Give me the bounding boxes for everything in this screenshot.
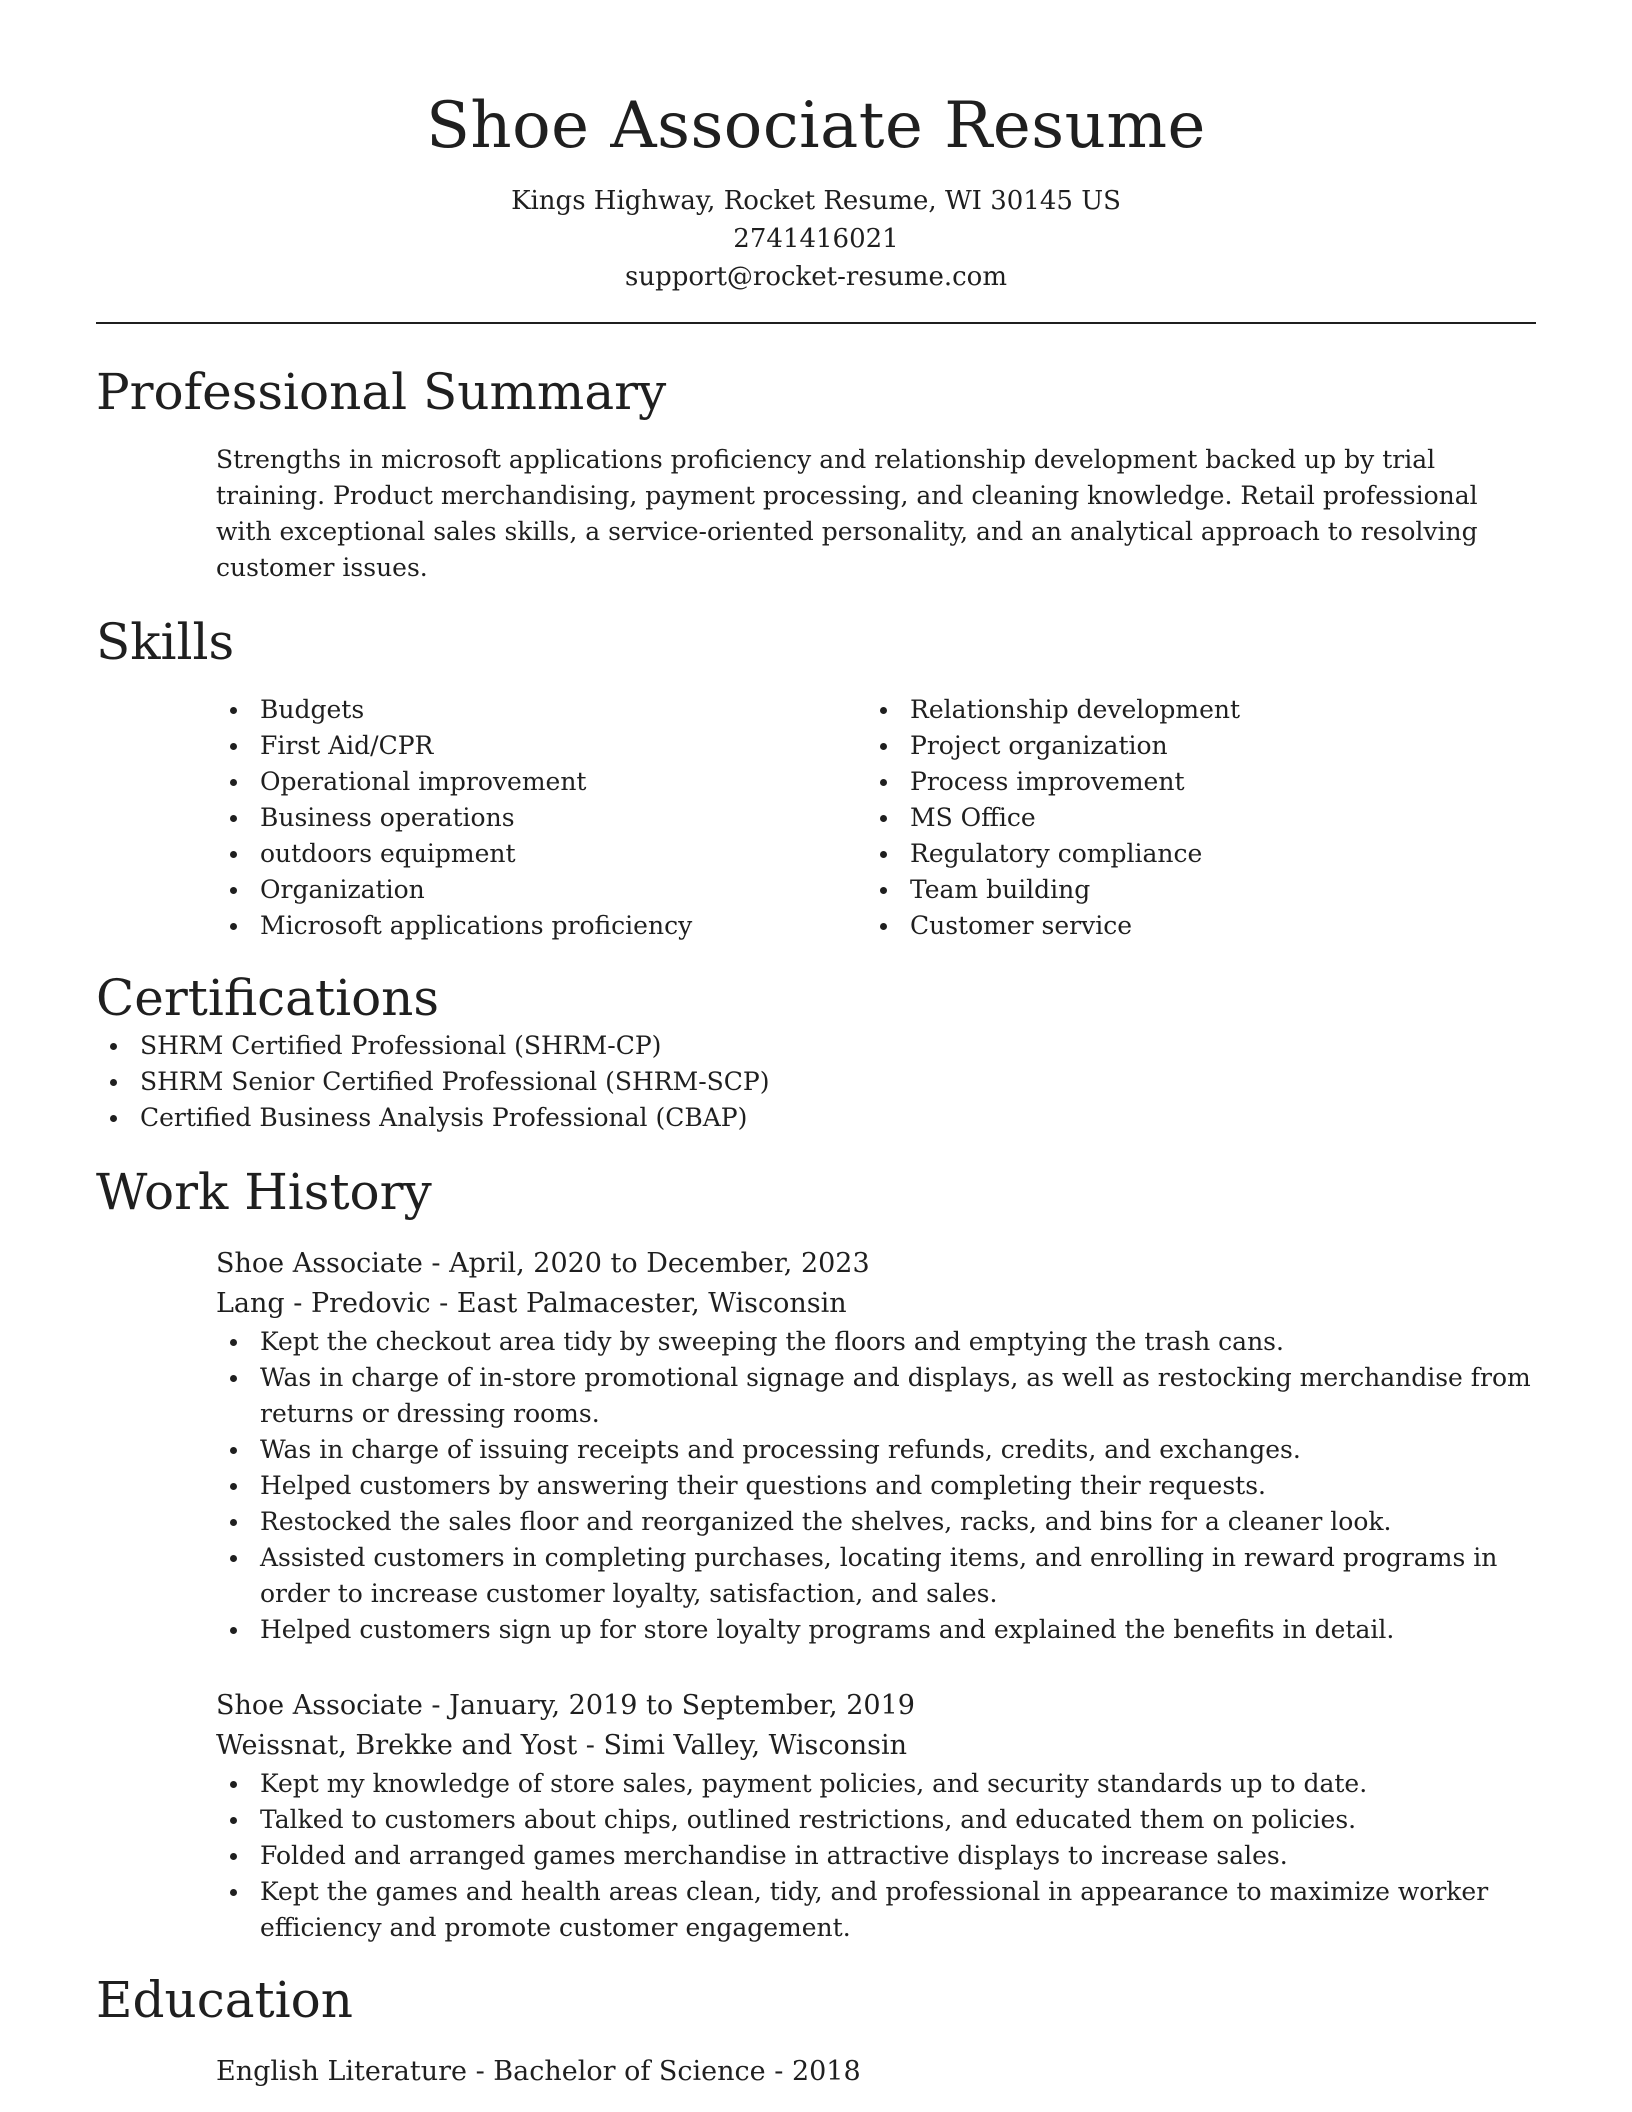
skills-right-column (866, 692, 1516, 944)
skill-item: Budgets (216, 692, 866, 728)
skills-columns (216, 692, 1536, 944)
job-duty: Kept the games and health areas clean, tidy, and professional in appearance to maximize worker efficiency and promote customer engagement. (216, 1874, 1536, 1946)
work-history-section (96, 1162, 1536, 1946)
certifications-list (96, 1028, 1536, 1136)
skill-item: Regulatory compliance (866, 836, 1516, 872)
certification-item: SHRM Certified Professional (SHRM-CP) (96, 1028, 1536, 1064)
education-section (96, 1970, 1536, 2092)
certification-item: SHRM Senior Certified Professional (SHRM-SCP) (96, 1064, 1536, 1100)
contact-info (96, 182, 1536, 296)
job-entry (216, 1686, 1536, 1946)
job-company: Weissnat, Brekke and Yost - Simi Valley, Wisconsin (216, 1730, 908, 1761)
job-duty: Kept the checkout area tidy by sweeping the floors and emptying the trash cans. (216, 1324, 1536, 1360)
header-divider (96, 322, 1536, 324)
job-title: Shoe Associate - January, 2019 to September, 2019 (216, 1690, 915, 1721)
work-history-heading: Work History (96, 1163, 432, 1221)
skill-item: Microsoft applications proficiency (216, 908, 866, 944)
skill-item: MS Office (866, 800, 1516, 836)
job-duties (216, 1324, 1536, 1648)
job-title: Shoe Associate - April, 2020 to December, 2023 (216, 1248, 870, 1279)
resume-page (96, 0, 1536, 2092)
certifications-heading: Certifications (96, 969, 440, 1027)
skills-section (96, 612, 1536, 944)
job-duty: Was in charge of issuing receipts and processing refunds, credits, and exchanges. (216, 1432, 1536, 1468)
skill-item: Business operations (216, 800, 866, 836)
skill-item: Process improvement (866, 764, 1516, 800)
resume-title: Shoe Associate Resume (426, 89, 1206, 163)
certification-item: Certified Business Analysis Professional (CBAP) (96, 1100, 1536, 1136)
skill-item: Team building (866, 872, 1516, 908)
skill-item: outdoors equipment (216, 836, 866, 872)
job-entry (216, 1244, 1536, 1648)
job-company: Lang - Predovic - East Palmacester, Wisconsin (216, 1288, 847, 1319)
skill-item: Organization (216, 872, 866, 908)
skill-item: Relationship development (866, 692, 1516, 728)
summary-heading: Professional Summary (96, 363, 667, 421)
education-item: English Literature - Bachelor of Science - 2018 (216, 2056, 861, 2087)
email: support@rocket-resume.com (624, 262, 1007, 292)
job-duty: Assisted customers in completing purchases, locating items, and enrolling in reward programs in order to increase customer loyalty, satisfaction, and sales. (216, 1540, 1536, 1612)
address: Kings Highway, Rocket Resume, WI 30145 US (511, 186, 1121, 216)
phone: 2741416021 (733, 224, 899, 254)
job-duty: Restocked the sales floor and reorganized the shelves, racks, and bins for a cleaner look. (216, 1504, 1536, 1540)
skill-item: First Aid/CPR (216, 728, 866, 764)
job-duty: Helped customers by answering their questions and completing their requests. (216, 1468, 1536, 1504)
skill-item: Customer service (866, 908, 1516, 944)
skills-heading: Skills (96, 613, 235, 671)
summary-text: Strengths in microsoft applications proficiency and relationship development backed up by trial training. Product merchandising, payment processing, and cleaning knowledge. Retail professional with exceptional sales skills, a service-oriented personality, and an analytical approach to resolving customer issues. (216, 445, 1478, 582)
resume-header (96, 0, 1536, 296)
job-duties (216, 1766, 1536, 1946)
skill-item: Project organization (866, 728, 1516, 764)
job-duty: Helped customers sign up for store loyalty programs and explained the benefits in detail. (216, 1612, 1536, 1648)
job-duty: Was in charge of in-store promotional signage and displays, as well as restocking merchandise from returns or dressing rooms. (216, 1360, 1536, 1432)
job-duty: Kept my knowledge of store sales, payment policies, and security standards up to date. (216, 1766, 1536, 1802)
job-duty: Talked to customers about chips, outlined restrictions, and educated them on policies. (216, 1802, 1536, 1838)
certifications-section (96, 968, 1536, 1136)
education-heading: Education (96, 1971, 353, 2029)
skills-left-column (216, 692, 866, 944)
skill-item: Operational improvement (216, 764, 866, 800)
summary-section (96, 362, 1536, 586)
job-duty: Folded and arranged games merchandise in attractive displays to increase sales. (216, 1838, 1536, 1874)
